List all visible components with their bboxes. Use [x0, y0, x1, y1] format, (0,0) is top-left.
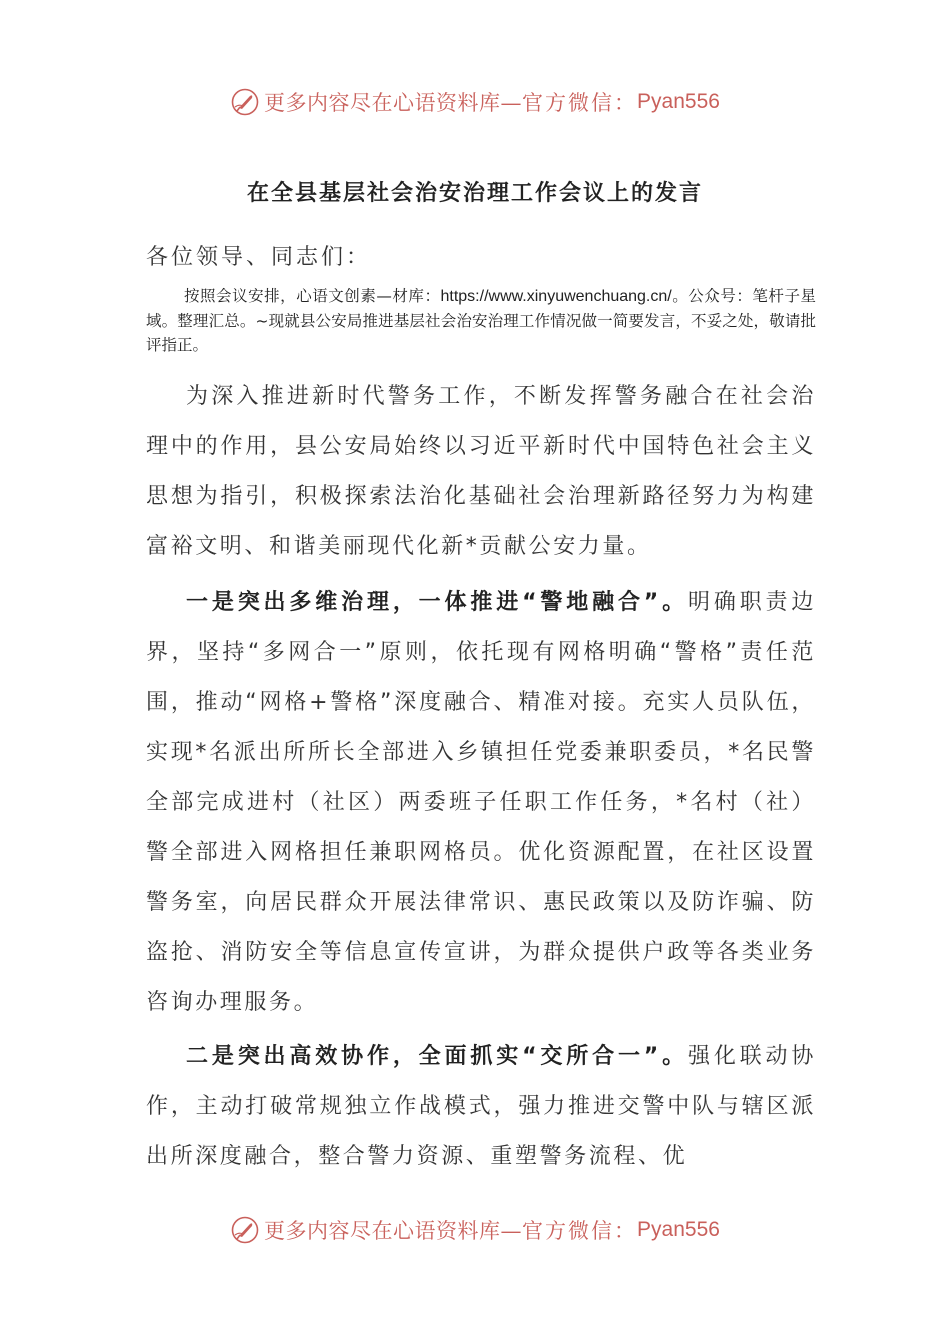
salutation: 各位领导、同志们： — [146, 245, 372, 270]
quill-pen-icon — [230, 1215, 260, 1245]
paragraph-lead-heading: 二是突出高效协作，全面抓实“交所合一”。 — [186, 1044, 688, 1069]
banner-text: 更多内容尽在心语资料库— — [264, 91, 523, 115]
paragraph-text: 明确职责边界，坚持“多网合一”原则，依托现有网格明确“警格”责任范围，推动“网格+警格”深度融合、精准对接。充实人员队伍，实现*名派出所所长全部进入乡镇担任党委兼职委员，*名民警全部完成进村（社区）两委班子任职工作任务，*名村（社）警全部进入网格担任兼职网格员。优化资源配置，在社区设置警务室，向居民群众开展法律常识、惠民政策以及防诈骗、防盗抢、消防安全等信息宣传宣讲，为群众提供户政等各类业务咨询办理服务。 — [146, 590, 816, 1015]
banner-wechat-id: Pyan556 — [637, 90, 720, 113]
footer-watermark-banner — [0, 1208, 950, 1252]
intro-url-link[interactable]: https://www.xinyuwenchuang.cn/ — [440, 288, 672, 305]
paragraph-text: 为深入推进新时代警务工作，不断发挥警务融合在社会治理中的作用，县公安局始终以习近平新时代中国特色社会主义思想为指引，积极探索法治化基础社会治理新路径努力为构建富裕文明、和谐美丽现代化新*贡献公安力量。 — [146, 384, 816, 559]
banner-wechat-label: 官方微信： — [522, 1219, 638, 1243]
intro-paragraph — [146, 284, 816, 357]
banner-wechat-id: Pyan556 — [637, 1218, 720, 1241]
intro-text-after-url: 。公众号：笔杆子星域。整理汇总。~现就县公安局推进基层社会治安治理工作情况做一简要发言，不妥之处，敬请批评指正。 — [146, 287, 816, 354]
header-watermark-banner — [0, 80, 950, 124]
banner-wechat-label: 官方微信： — [522, 91, 638, 115]
banner-text: 更多内容尽在心语资料库— — [264, 1219, 523, 1243]
document-title: 在全县基层社会治安治理工作会议上的发言 — [246, 181, 703, 206]
paragraph-point-two — [146, 1032, 816, 1182]
intro-text-before-url: 按照会议安排，心语文创素—材库： — [184, 287, 441, 305]
paragraph-opening — [146, 372, 816, 572]
paragraph-lead-heading: 一是突出多维治理，一体推进“警地融合”。 — [186, 590, 688, 615]
paragraph-point-one — [146, 578, 816, 1028]
paragraph-text: 强化联动协作，主动打破常规独立作战模式，强力推进交警中队与辖区派出所深度融合，整合警力资源、重塑警务流程、优 — [146, 1044, 816, 1169]
quill-pen-icon — [230, 87, 260, 117]
